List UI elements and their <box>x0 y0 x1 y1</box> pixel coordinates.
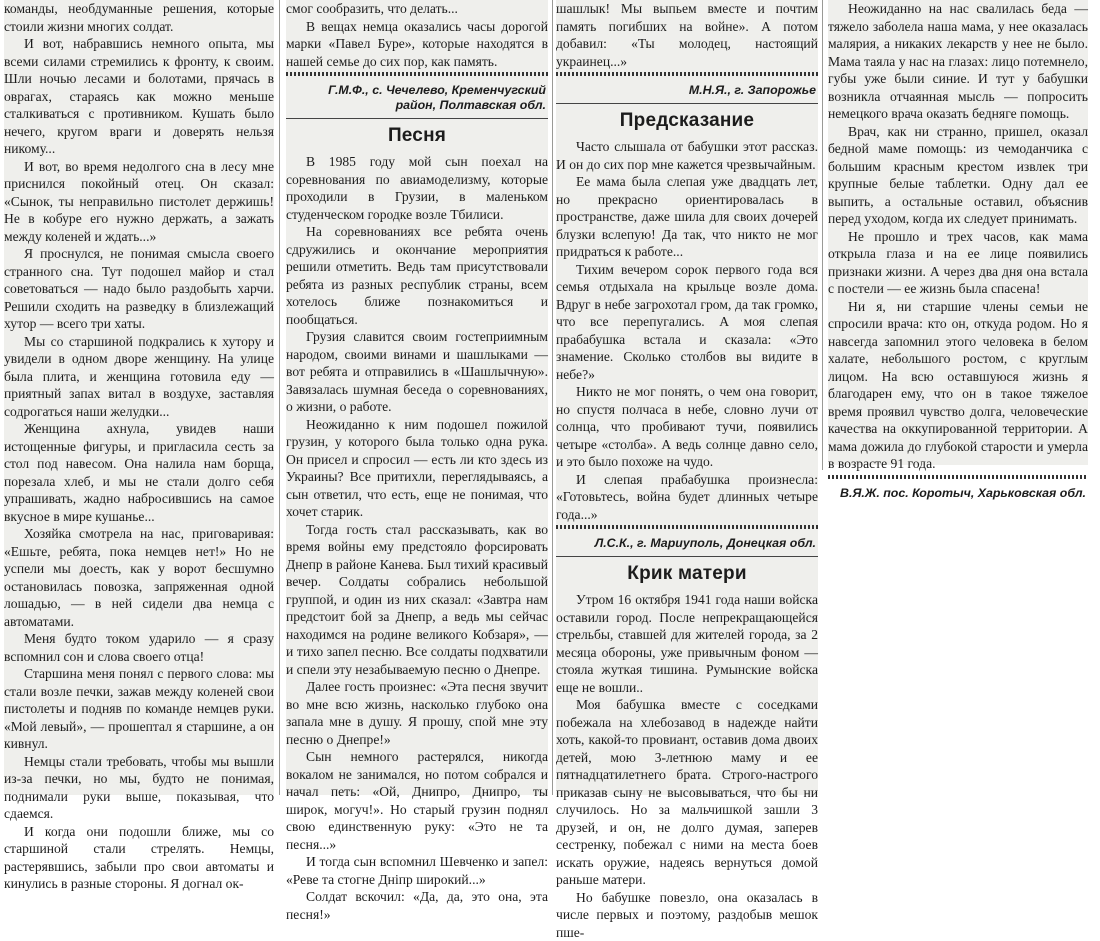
column-divider <box>822 0 823 470</box>
column-3 <box>556 0 818 795</box>
paragraph: Я проснулся, не понимая смысла своего странного сна. Тут подошел майор и стал советоваться — надо было раздобыть харчи. Решили сходить на разведку в близлежащий хутор — всего три хаты. <box>4 245 274 333</box>
paragraph: И вот, во время недолгого сна в лесу мне приснился покойный отец. Он сказал: «Сынок, ты неправильно пистолет держишь! Не в кобуре его нужно держать, а зажать между коленей и ждать...» <box>4 158 274 246</box>
paragraph: И когда они подошли ближе, мы со старшиной стали стрелять. Немцы, растерявшись, забыли про свои автоматы и кинулись в разные стороны. Я догнал ок- <box>4 823 274 893</box>
section-rule <box>286 118 548 119</box>
paragraph: Далее гость произнес: «Эта песня звучит во мне всю жизнь, насколько глубоко она запала мне в душу. Я прошу, спой мне эту песню о Днепре!» <box>286 678 548 748</box>
paragraph: Немцы стали требовать, чтобы мы вышли из-за печки, но мы, будто не понимая, поднимали руки выше, показывая, что сдаемся. <box>4 753 274 823</box>
author-signature: В.Я.Ж. пос. Коротыч, Харьковская обл. <box>828 482 1088 504</box>
paragraph: В 1985 году мой сын поехал на соревнования по авиамоделизму, которые проходили в Грузии, в маленьком студенческом городке возле Тбилиси. <box>286 153 548 223</box>
section-rule <box>828 475 1088 479</box>
paragraph: Не прошло и трех часов, как мама открыла глаза и на ее лице появились признаки жизни. А через два дня она встала с постели — ее жизнь была спасена! <box>828 228 1088 298</box>
paragraph: И тогда сын вспомнил Шевченко и запел: «Реве та стогне Днiпр широкий...» <box>286 853 548 888</box>
section-rule <box>286 72 548 76</box>
paragraph: Сын немного растерялся, никогда вокалом не занимался, но потом собрался и начал петь: «Ой, Днипро, Днипро, ты широк, могуч!». Но старый грузин поднял свою единственную руку: «Это не та песня...» <box>286 748 548 853</box>
column-divider <box>279 0 280 795</box>
paragraph: Моя бабушка вместе с соседками побежала на хлебозавод в надежде найти хоть, какой-то провиант, оставив дома двоих детей, мою 3-летнюю маму и ее пятнадцатилетнего брата. Строго-настрого приказав сыну не высовываться, что бы ни случилось. Но за мальчишкой зашли 3 друзей, и он, не долго думая, заперев сестренку, побежал с ними на места боев искать оружие, надеясь вернуться домой раньше матери. <box>556 696 818 889</box>
paragraph: Но бабушке повезло, она оказалась в числе первых и поэтому, раздобыв мешок пше- <box>556 889 818 941</box>
article-headline-prediction: Предсказание <box>556 106 818 138</box>
paragraph: Тихим вечером сорок первого года вся семья отдыхала на крыльце возле дома. Вдруг в небе загрохотал гром, да так громко, что все перепугались. А моя слепая прабабушка встала и сказала: «Это знамение. Сколько столбов вы видите в небе?» <box>556 261 818 384</box>
paragraph: смог сообразить, что делать... <box>286 0 548 18</box>
paragraph: команды, необдуманные решения, которые стоили жизни многих солдат. <box>4 0 274 35</box>
column-2 <box>286 0 548 795</box>
paragraph: Солдат вскочил: «Да, да, это она, эта песня!» <box>286 888 548 923</box>
paragraph: Женщина ахнула, увидев наши истощенные фигуры, и пригласила сесть за стол под навесом. Она налила нам борща, порезала хлеб, и мы не стали долго себя упрашивать, жадно набросившись на самое вкусное в мире кушанье... <box>4 420 274 525</box>
column-divider <box>552 0 553 795</box>
paragraph: Утром 16 октября 1941 года наши войска оставили город. После непрекращающейся стрельбы, ставшей для жителей города, за 2 месяца обороны, уже привычным фоном — стояла жуткая тишина. Румынские войска еще не вошли.. <box>556 591 818 696</box>
paragraph: Ее мама была слепая уже двадцать лет, но прекрасно ориентировалась в пространстве, даже шила для своих дочерей блузки вслепую! Да так, что никто не мог придраться к работе... <box>556 173 818 261</box>
paragraph: Ни я, ни старшие члены семьи не спросили врача: кто он, откуда родом. Но я навсегда запомнил этого человека в белом халате, небольшого ростом, с круглым лицом. На всю оставшуюся жизнь я благодарен ему, что он в такое тяжелое время проявил чувство долга, человеческие качества на оккупированной территории. А мама дожила до глубокой старости и умерла в возрасте 91 года. <box>828 298 1088 473</box>
paragraph: шашлык! Мы выпьем вместе и почтим память погибших на войне». А потом добавил: «Ты молодец, настоящий украинец...» <box>556 0 818 70</box>
paragraph: На соревнованиях все ребята очень сдружились и окончание мероприятия решили отметить. Ведь там присутствовали ребята из разных республик страны, всем хотелось ближе познакомиться и пообщаться. <box>286 223 548 328</box>
paragraph: Тогда гость стал рассказывать, как во время войны ему предстояло форсировать Днепр в районе Канева. Был тихий красивый вечер. Солдаты собрались небольшой группой, и один из них сказал: «Завтра нам предстоит бой за Днепр, а ведь мы сейчас находимся на родине великого Кобзаря», — и тихо запел песню. Все солдаты подхватили и спели эту незабываемую песню о Днепре. <box>286 521 548 679</box>
paragraph: Неожиданно к ним подошел пожилой грузин, у которого была только одна рука. Он присел и спросил — есть ли кто здесь из Украины? Все притихли, переглядываясь, а сын ответил, что есть, еще не понимая, что хочет старик. <box>286 416 548 521</box>
author-signature: Л.С.К., г. Мариуполь, Донецкая обл. <box>556 532 818 554</box>
paragraph: И слепая прабабушка произнесла: «Готовьтесь, война будет длинных четыре года...» <box>556 471 818 524</box>
paragraph: Часто слышала от бабушки этот рассказ. И он до сих пор мне кажется чрезвычайным. <box>556 138 818 173</box>
article-headline-mothers-cry: Крик матери <box>556 559 818 591</box>
paragraph: Старшина меня понял с первого слова: мы стали возле печки, зажав между коленей свои пистолеты и подняв по команде немцев руки. «Мой левый», — прошептал я старшине, а он кивнул. <box>4 665 274 753</box>
paragraph: И вот, набравшись немного опыта, мы всеми силами стремились к фронту, к своим. Шли ночью лесами и болотами, прячась в оврагах, стараясь как можно меньше сталкиваться с противником. Кушать было нечего, кругом враги и доверять нельзя никому... <box>4 35 274 158</box>
paragraph: Меня будто током ударило — я сразу вспомнил сон и слова своего отца! <box>4 630 274 665</box>
author-signature: М.Н.Я., г. Запорожье <box>556 79 818 101</box>
paragraph: В вещах немца оказались часы дорогой марки «Павел Буре», которые находятся в нашей семье до сих пор, как память. <box>286 18 548 71</box>
paragraph: Мы со старшиной подкрались к хутору и увидели в одном дворе женщину. На улице была плита, и женщина готовила еду — приятный запах витал в воздухе, заставляя содрогаться наши желудки... <box>4 333 274 421</box>
paragraph: Неожиданно на нас свалилась беда — тяжело заболела наша мама, у нее оказалась малярия, а никаких лекарств у нее не было. Мама таяла у нас на глазах: лицо потемнело, губы уже были синие. И тут у бабушки возникла отчаянная мысль — попросить немецкого врача оказать бедняге помощь. <box>828 0 1088 123</box>
author-signature: Г.М.Ф., с. Чечелево, Кременчугский район, Полтавская обл. <box>286 79 548 116</box>
section-rule <box>556 556 818 557</box>
section-rule <box>556 525 818 529</box>
section-rule <box>556 72 818 76</box>
paragraph: Никто не мог понять, о чем она говорит, но спустя полчаса в небе, словно лучи от солнца, что пробивают тучи, появились четыре «столба». А ведь солнце давно село, и это было похоже на чудо. <box>556 383 818 471</box>
paragraph: Врач, как ни странно, пришел, оказал бедной маме помощь: из чемоданчика с большим красным крестом извлек три крупные белые таблетки. Одну дал ее выпить, а остальные оставил, объяснив перед уходом, когда их следует принимать. <box>828 123 1088 228</box>
column-4 <box>828 0 1088 465</box>
paragraph: Грузия славится своим гостеприимным народом, своими винами и шашлыками — вот ребята и отправились в «Шашлычную». Завязалась шумная беседа о соревнованиях, о жизни, о работе. <box>286 328 548 416</box>
section-rule <box>556 103 818 104</box>
article-headline-song: Песня <box>286 121 548 153</box>
paragraph: Хозяйка смотрела на нас, приговаривая: «Ешьте, ребята, пока немцев нет!» Но не успели мы доесть, как у ворот бесшумно остановилась повозка, запряженная одной лошадью, — в ней сидели два немца с автоматами. <box>4 525 274 630</box>
column-1 <box>4 0 274 795</box>
